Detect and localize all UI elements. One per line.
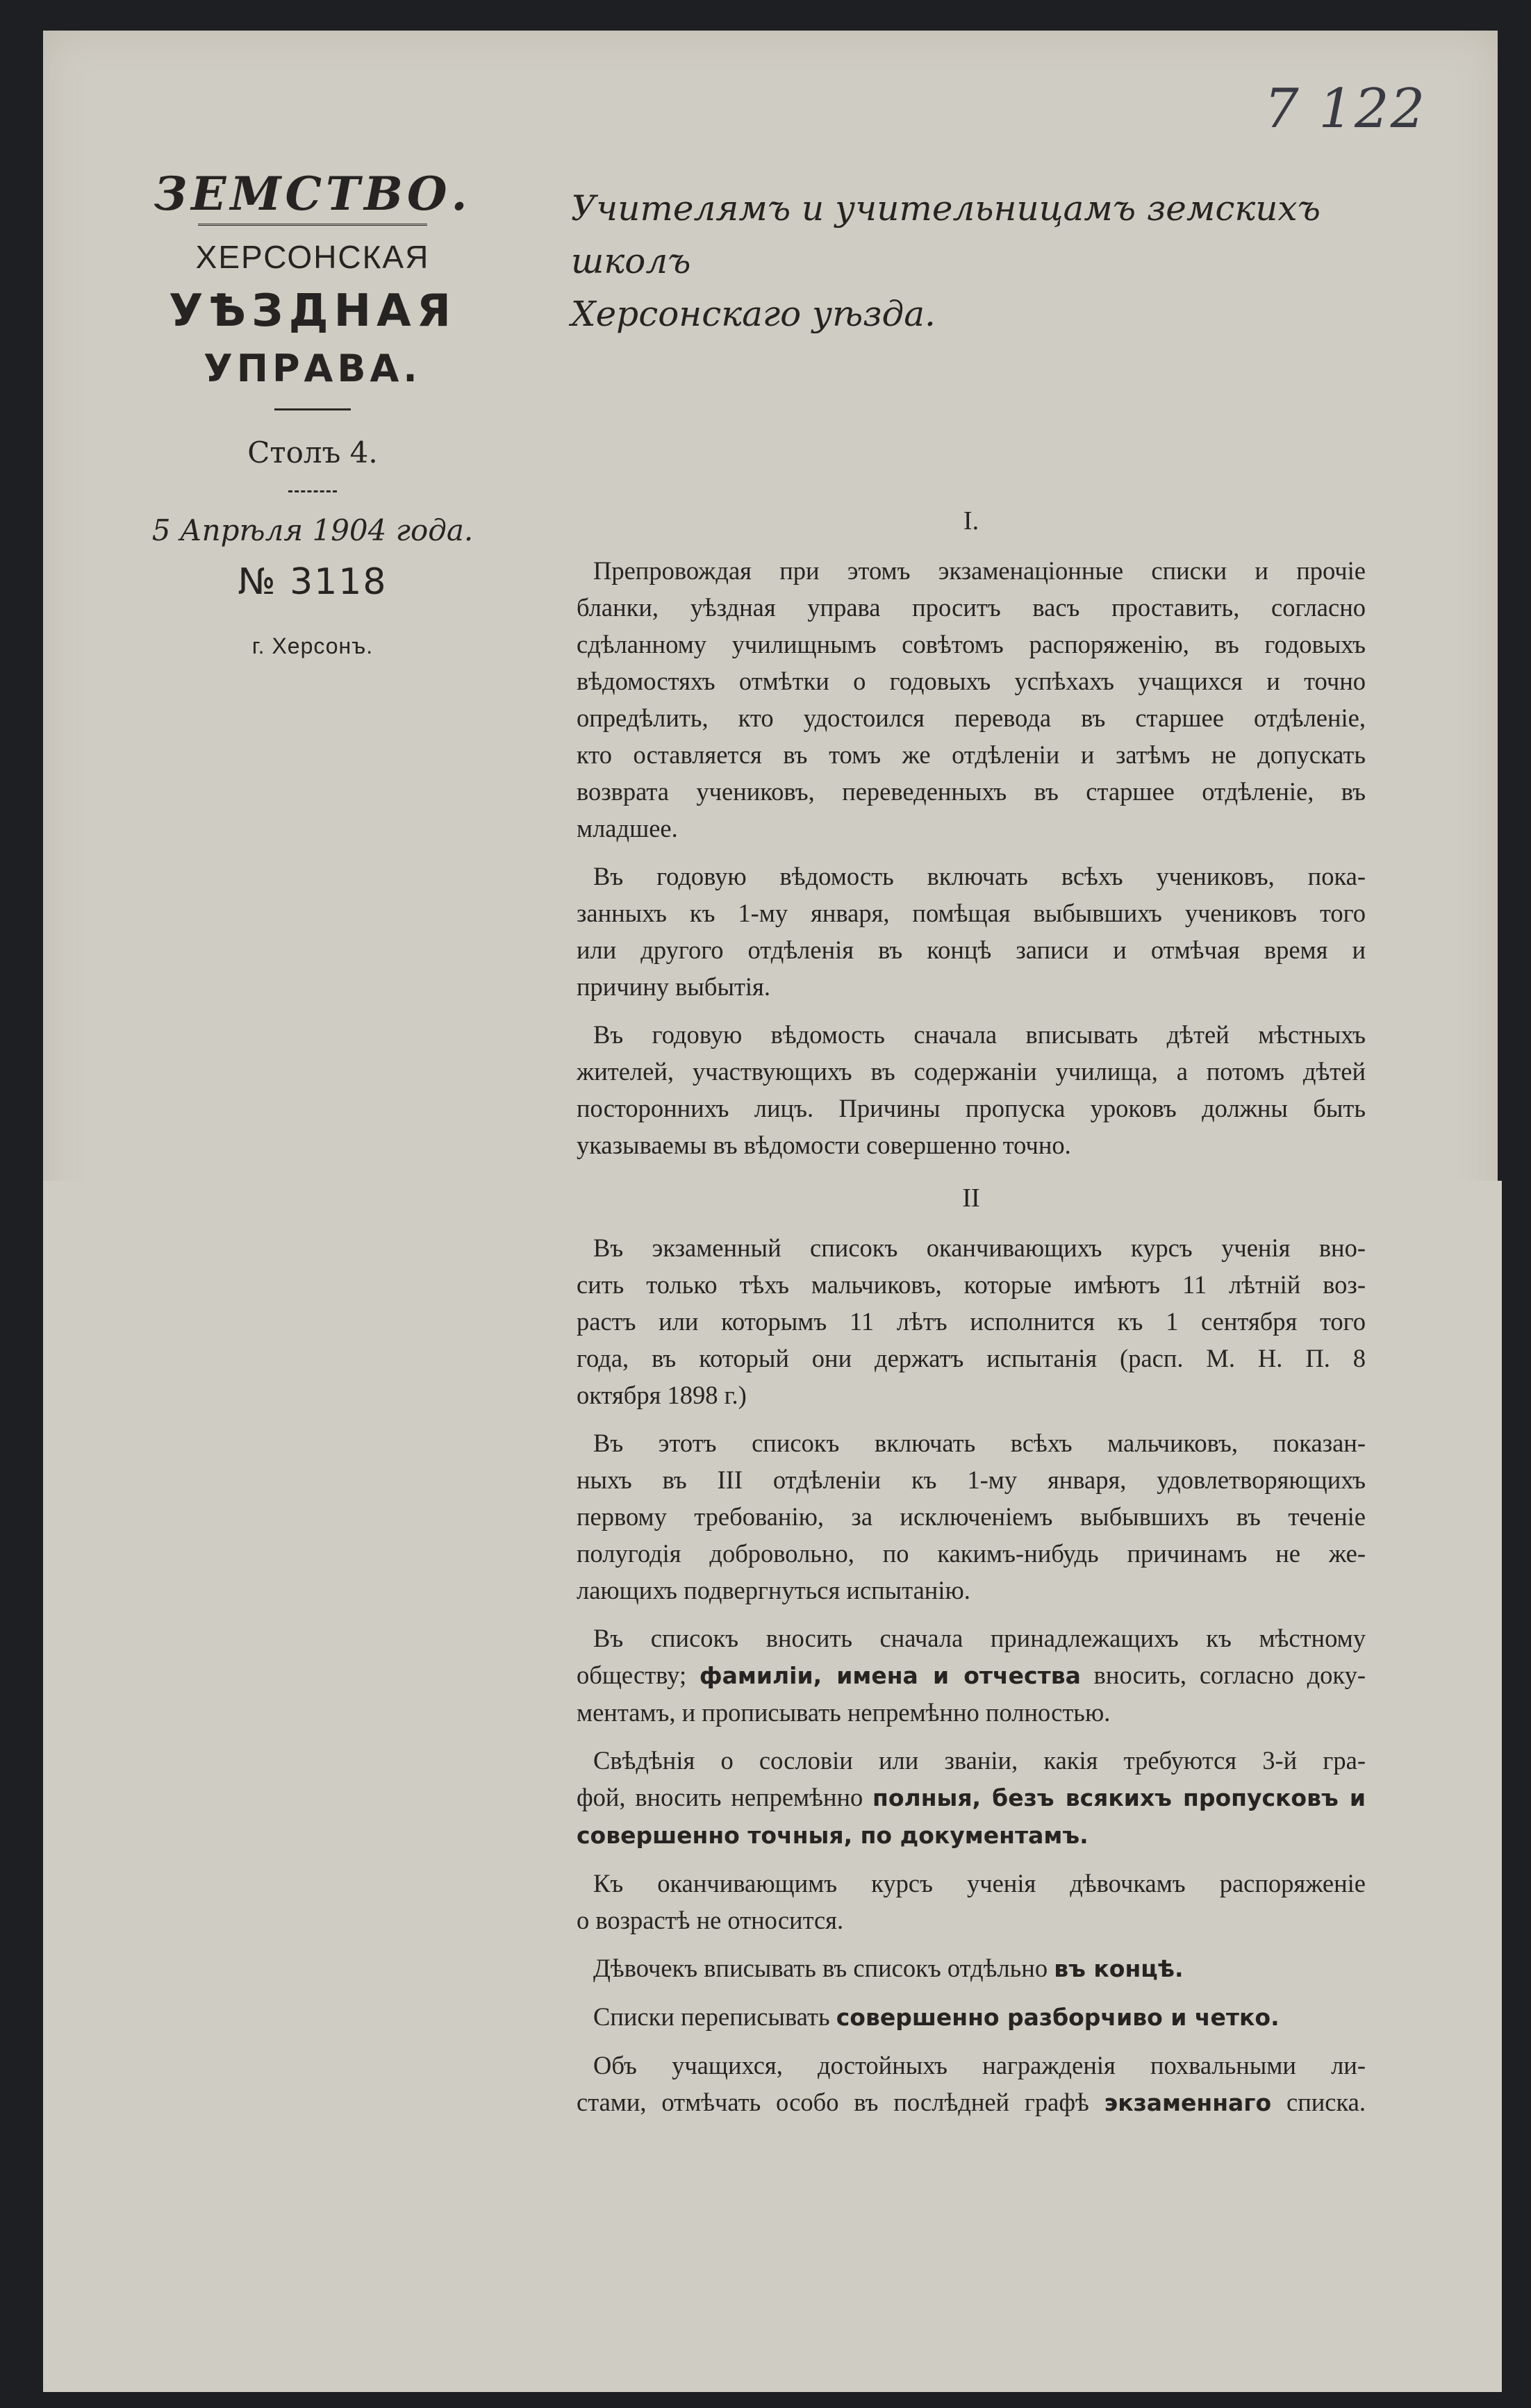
text-line: Къ оканчивающимъ курсъ ученія дѣвочкамъ распоряженіе — [593, 1869, 1366, 1898]
text-line: причину выбытія. — [577, 972, 770, 1001]
paragraph — [577, 858, 1366, 1005]
text-line: лающихъ подвергнуться испытанію. — [577, 1576, 970, 1604]
text-line: Объ учащихся, достойныхъ награжденія похвальными ли- — [593, 2051, 1366, 2079]
document-number: № 3118 — [238, 561, 388, 603]
paragraph — [577, 1620, 1366, 1731]
bold-text-run: фамиліи, имена и отчества — [699, 1662, 1081, 1689]
text-line: кто оставляется въ томъ же отдѣленіи и затѣмъ не допускать — [577, 740, 1366, 769]
handwritten-page-number: 7 122 — [1264, 78, 1427, 140]
section-numeral: II — [962, 1184, 980, 1213]
text-line — [577, 1816, 1366, 1854]
text-run: Дѣвочекъ вписывать въ списокъ отдѣльно — [593, 1954, 1048, 1982]
bold-text-run: совершенно точныя, по документамъ. — [577, 1822, 1089, 1849]
text-line: Въ годовую вѣдомость сначала вписывать дѣтей мѣстныхъ — [593, 1020, 1366, 1049]
text-line: Свѣдѣнія о сословіи или званіи, какія требуются 3-й гра- — [593, 1746, 1366, 1775]
letterhead-rule — [274, 408, 351, 410]
letterhead-underline — [198, 224, 427, 226]
text-line: Препровождая при этомъ экзаменаціонные списки и прочіе — [593, 556, 1366, 585]
paragraph — [577, 2047, 1366, 2121]
bold-text-run: экзаменнаго — [1104, 2089, 1272, 2116]
text-line: постороннихъ лицъ. Причины пропуска уроковъ должны быть — [577, 1094, 1366, 1122]
addressee — [571, 182, 1405, 340]
text-line — [577, 1950, 1366, 1987]
bold-text-run: полныя, безъ всякихъ пропусковъ и — [872, 1784, 1366, 1811]
text-line: ныхъ въ III отдѣленіи къ 1-му января, удовлетворяющихъ — [577, 1465, 1366, 1494]
document-date: 5 Апрѣля 1904 года. — [151, 513, 474, 547]
paragraph — [577, 1998, 1366, 2036]
paragraph — [577, 1950, 1366, 1987]
letterhead-uezdnaya: УѢЗДНАЯ — [169, 285, 456, 337]
section-numeral: I. — [963, 506, 979, 535]
text-run: обществу; — [577, 1661, 687, 1689]
letterhead-uprava: УПРАВА. — [204, 347, 422, 390]
text-line: Въ списокъ вносить сначала принадлежащихъ къ мѣстному — [593, 1624, 1366, 1652]
addressee-line-1: Учителямъ и учительницамъ земскихъ школъ — [571, 188, 1321, 281]
letterhead-zemstvo: ЗЕМСТВО. — [154, 167, 472, 221]
text-line: Въ этотъ списокъ включать всѣхъ мальчиковъ, показан- — [593, 1429, 1366, 1457]
text-run: списка. — [1286, 2088, 1366, 2116]
paragraph — [577, 1016, 1366, 1163]
text-line — [577, 2084, 1366, 2121]
letter-body — [577, 486, 1366, 2132]
text-line: года, въ который они держатъ испытанія (расп. М. Н. П. 8 — [577, 1344, 1366, 1372]
text-line: полугодія добровольно, по какимъ-нибудь причинамъ не же- — [577, 1539, 1366, 1568]
letterhead-dash — [288, 490, 337, 492]
text-line: вѣдомостяхъ отмѣтки о годовыхъ успѣхахъ учащихся и точно — [577, 667, 1366, 695]
text-line — [577, 1998, 1366, 2036]
text-line: ментамъ, и прописывать непремѣнно полностью. — [577, 1698, 1111, 1727]
text-line: занныхъ къ 1-му января, помѣщая выбывшихъ учениковъ того — [577, 899, 1366, 927]
text-line: сдѣланному училищнымъ совѣтомъ распоряженію, въ годовыхъ — [577, 630, 1366, 658]
text-line: указываемы въ вѣдомости совершенно точно. — [577, 1131, 1071, 1159]
bold-text-run: совершенно разборчиво и четко. — [836, 2004, 1280, 2031]
text-run: вносить, согласно доку- — [1093, 1661, 1366, 1689]
text-line: Въ экзаменный списокъ оканчивающихъ курсъ ученія вно- — [593, 1234, 1366, 1262]
text-line: младшее. — [577, 814, 678, 842]
text-line: опредѣлить, кто удостоился перевода въ старшее отдѣленіе, — [577, 704, 1366, 732]
document-city: г. Херсонъ. — [251, 633, 374, 658]
paragraph — [577, 1425, 1366, 1609]
paragraph — [577, 1229, 1366, 1413]
paragraph — [577, 552, 1366, 847]
desk-number: Столъ 4. — [247, 435, 378, 470]
addressee-line-2: Херсонскаго уѣзда. — [571, 294, 936, 334]
text-line: бланки, уѣздная управа проситъ васъ проставить, согласно — [577, 593, 1366, 622]
paragraph — [577, 1865, 1366, 1938]
text-line: первому требованію, за исключеніемъ выбывшихъ въ теченіе — [577, 1502, 1366, 1531]
text-run: фой, вносить непремѣнно — [577, 1783, 863, 1811]
text-line: растъ или которымъ 11 лѣтъ исполнится къ 1 сентября того — [577, 1307, 1366, 1336]
letterhead-gubernia: ХЕРСОНСКАЯ — [195, 239, 430, 275]
text-line — [577, 1779, 1366, 1816]
text-line: или другого отдѣленія въ концѣ записи и отмѣчая время и — [577, 936, 1366, 964]
text-line — [577, 1656, 1366, 1694]
bold-text-run: въ концѣ. — [1054, 1955, 1184, 1982]
text-line: сить только тѣхъ мальчиковъ, которые имѣютъ 11 лѣтній воз- — [577, 1270, 1366, 1299]
text-line: Въ годовую вѣдомость включать всѣхъ учениковъ, пока- — [593, 862, 1366, 890]
text-line: октября 1898 г.) — [577, 1381, 747, 1409]
text-line: жителей, участвующихъ въ содержаніи училища, а потомъ дѣтей — [577, 1057, 1366, 1086]
paragraph — [577, 1742, 1366, 1854]
text-line: о возрастѣ не относится. — [577, 1906, 844, 1934]
text-line: возврата учениковъ, переведенныхъ въ старшее отдѣленіе, въ — [577, 777, 1366, 806]
text-run: Списки переписывать — [593, 2002, 830, 2031]
letterhead — [104, 146, 521, 659]
text-run: стами, отмѣчать особо въ послѣдней графѣ — [577, 2088, 1089, 2116]
